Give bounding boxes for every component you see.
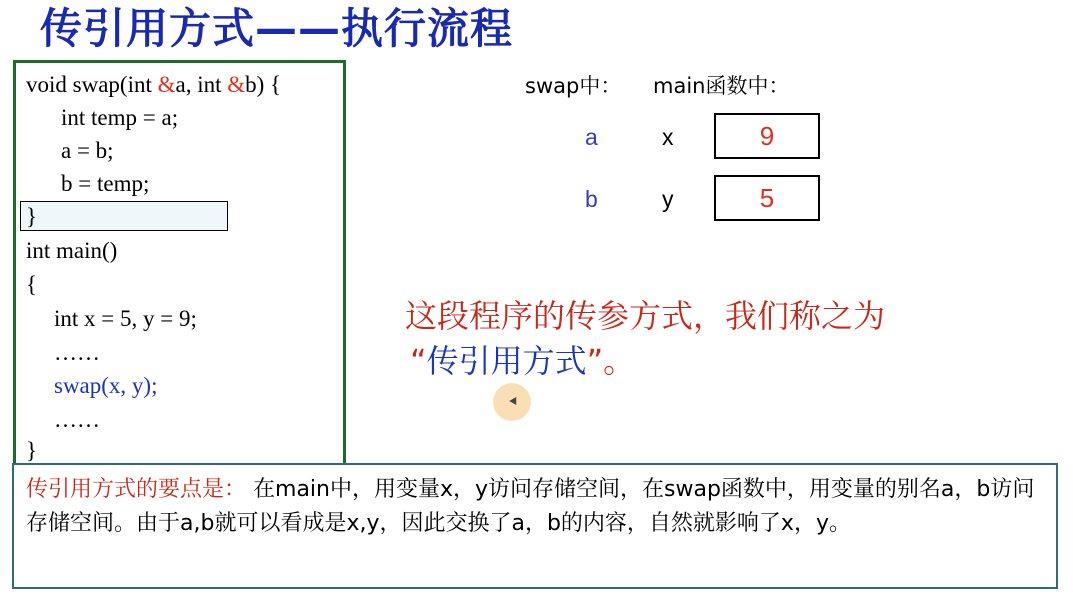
summary-lead: 传引用方式的要点是：	[26, 477, 247, 502]
code-line: a = b;	[61, 138, 114, 163]
swap-var-b: b	[585, 186, 598, 212]
note-term: 传引用方式	[426, 342, 587, 380]
swap-var-a: a	[585, 124, 598, 150]
code-panel	[13, 60, 346, 466]
code-line: int temp = a;	[61, 105, 179, 130]
code-line: ……	[54, 407, 100, 432]
slide-title: 传引用方式——执行流程	[40, 4, 514, 53]
summary-body: 在main中，用变量x，y访问存储空间，在swap函数中，用变量的别名a，b访问存储空间。由于a,b就可以看成是x,y，因此交换了a，b的内容，自然就影响了x，y。	[26, 477, 1035, 536]
swap-header: swap中：	[525, 74, 622, 98]
code-line: }	[26, 438, 38, 463]
memory-cell-x: 9	[714, 113, 820, 159]
note-term-line: “传引用方式”。	[410, 342, 636, 380]
code-line: int main()	[26, 238, 118, 263]
code-line-closing-brace: }	[26, 204, 38, 229]
code-line: {	[26, 272, 38, 297]
summary-panel	[12, 463, 1058, 589]
code-line: b = temp;	[61, 171, 150, 196]
code-line-swap-signature: void swap(int &a, int &b) {	[26, 72, 282, 97]
memory-cell-y: 5	[714, 175, 820, 221]
note-text: 这段程序的传参方式，我们称之为	[405, 297, 886, 335]
main-header: main函数中：	[653, 74, 790, 98]
code-line: int x = 5, y = 9;	[54, 306, 197, 331]
main-var-x: x	[662, 124, 674, 150]
main-var-y: y	[662, 186, 674, 212]
code-line-swap-call: swap(x, y);	[54, 373, 158, 398]
current-line-highlight	[20, 201, 228, 231]
code-line: ……	[54, 340, 100, 365]
